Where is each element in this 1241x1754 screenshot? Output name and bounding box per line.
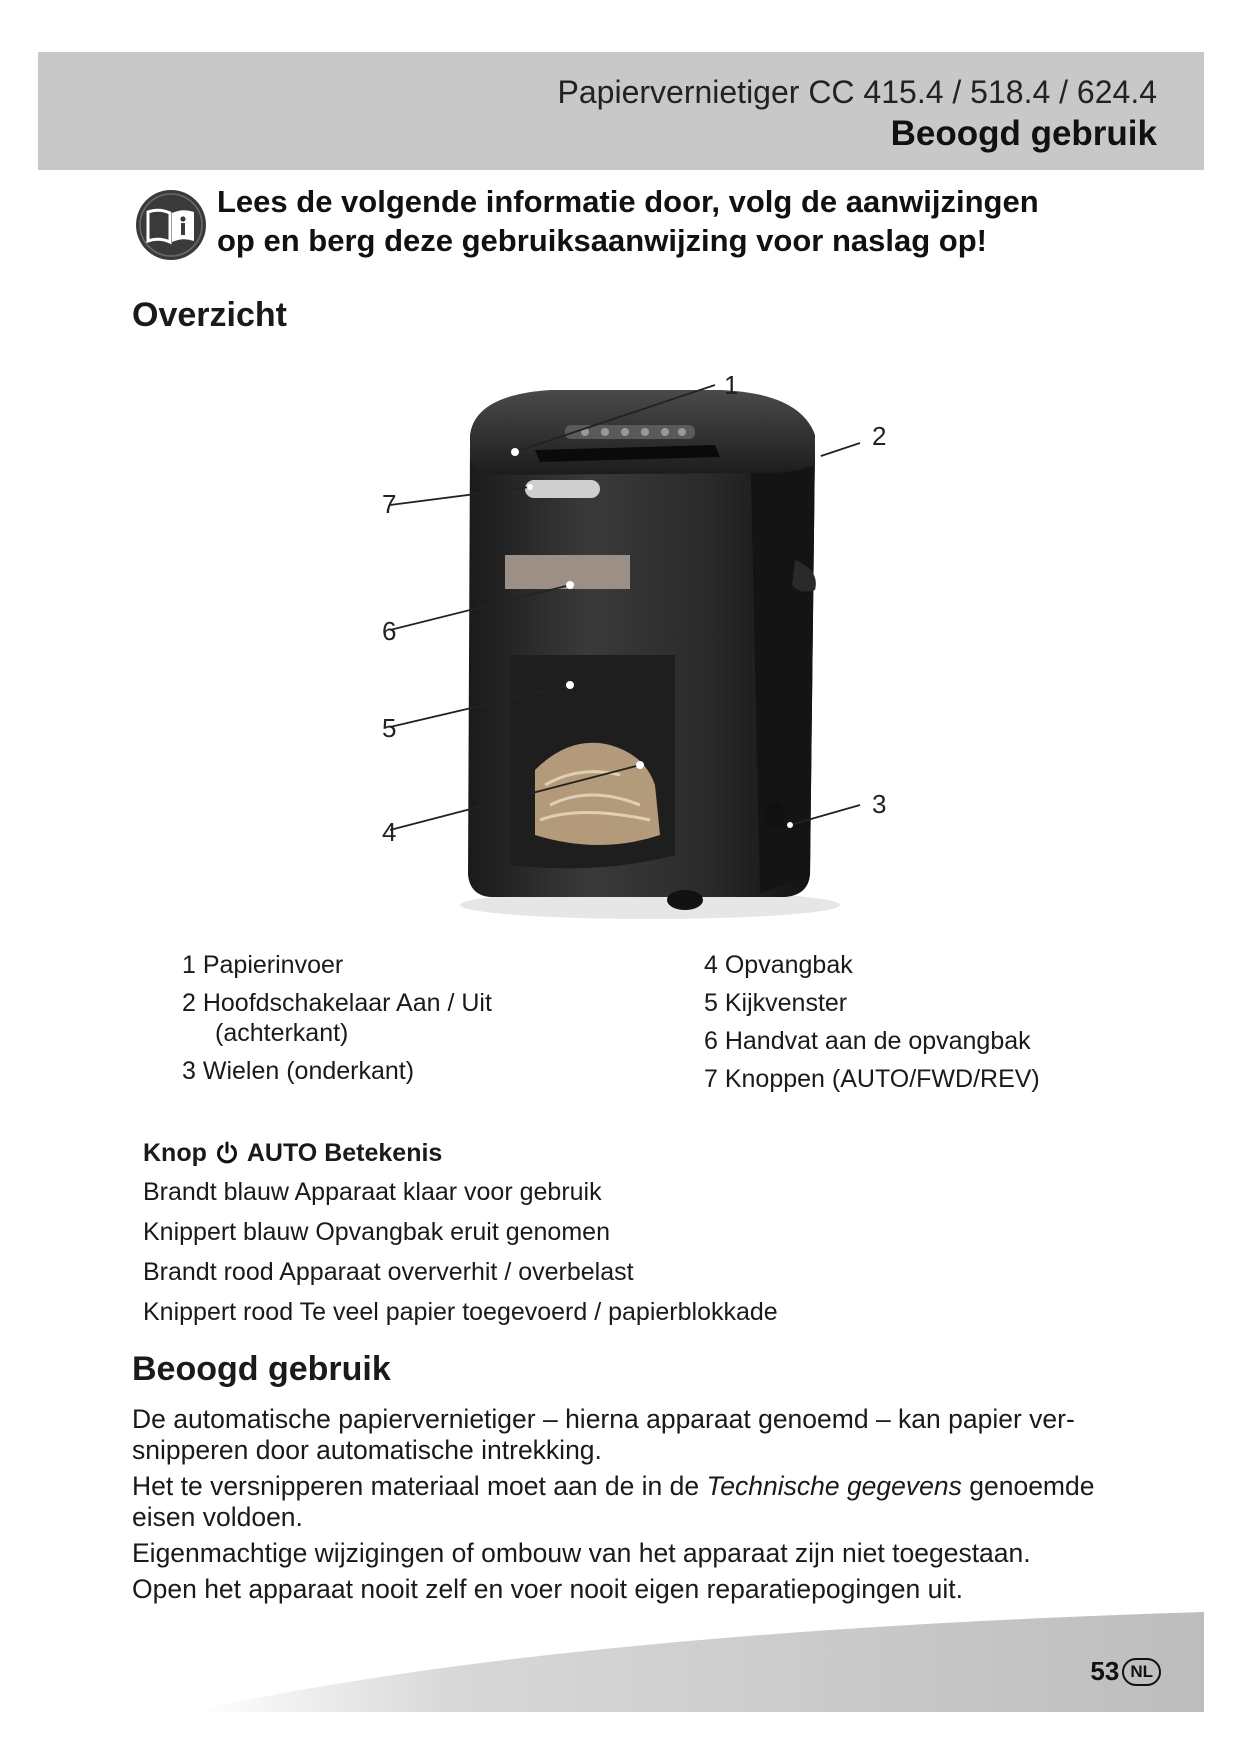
button-meaning-table	[143, 1134, 778, 1332]
table-row: Brandt rood Apparaat oververhit / overbelast	[143, 1258, 634, 1286]
footer-swoosh	[38, 1612, 1204, 1712]
paragraph-text: genoemde eisen voldoen.	[132, 1471, 1095, 1532]
legend-item: 3 Wielen (onderkant)	[182, 1057, 415, 1085]
legend-item: 7 Knoppen (AUTO/FWD/REV)	[704, 1065, 1040, 1093]
callout-1: 1	[724, 370, 739, 400]
info-book-icon	[134, 188, 208, 262]
notice-line-2: op en berg deze gebruiksaanwijzing voor naslag op!	[217, 223, 987, 258]
callout-7: 7	[382, 489, 397, 519]
notice-line-1: Lees de volgende informatie door, volg de aanwijzingen	[217, 184, 1039, 219]
paragraph-text: Het te versnipperen materiaal moet aan de in de	[132, 1471, 707, 1501]
legend-item: 1 Papierinvoer	[182, 951, 344, 979]
notice-text	[217, 182, 1039, 260]
shredder-illustration	[370, 365, 910, 925]
legend-item: 4 Opvangbak	[704, 951, 853, 979]
legend-item: 6 Handvat aan de opvangbak	[704, 1027, 1031, 1055]
intended-use-body	[132, 1404, 1142, 1610]
callout-4: 4	[382, 817, 397, 847]
paragraph: Eigenmachtige wijzigingen of ombouw van het apparaat zijn niet toegestaan.	[132, 1538, 1031, 1568]
technical-data-reference: Technische gegevens	[706, 1471, 962, 1501]
legend-item-continuation: (achterkant)	[215, 1019, 349, 1047]
header-knop: Knop	[143, 1138, 207, 1167]
power-icon	[215, 1141, 239, 1165]
language-badge: NL	[1122, 1658, 1161, 1686]
table-row: Brandt blauw Apparaat klaar voor gebruik	[143, 1178, 602, 1206]
legend-left	[182, 950, 492, 1094]
legend-right	[704, 950, 1040, 1102]
header-model: Papiervernietiger CC 415.4 / 518.4 / 624.4	[557, 74, 1157, 110]
page-number	[1090, 1656, 1161, 1687]
legend-item: 2 Hoofdschakelaar Aan / Uit	[182, 989, 492, 1017]
page-number-value: 53	[1090, 1656, 1120, 1686]
table-row: Knippert rood Te veel papier toegevoerd / papierblokkade	[143, 1298, 778, 1326]
callout-3: 3	[872, 789, 887, 819]
header-section-title: Beoogd gebruik	[890, 114, 1157, 153]
table-row: Knippert blauw Opvangbak eruit genomen	[143, 1218, 610, 1246]
callout-6: 6	[382, 616, 397, 646]
paragraph: De automatische papiervernietiger – hierna apparaat genoemd – kan papier ver-snipperen door automatische intrekking.	[132, 1404, 1075, 1465]
callout-5: 5	[382, 713, 397, 743]
paragraph	[132, 1471, 1142, 1533]
table-header	[143, 1134, 778, 1172]
overview-heading: Overzicht	[132, 296, 287, 334]
intended-use-heading: Beoogd gebruik	[132, 1350, 391, 1388]
header-auto-meaning: AUTO Betekenis	[246, 1138, 443, 1167]
read-instructions-notice	[134, 182, 1134, 262]
paragraph: Open het apparaat nooit zelf en voer nooit eigen reparatiepogingen uit.	[132, 1574, 963, 1604]
legend-item: 5 Kijkvenster	[704, 989, 848, 1017]
callout-2: 2	[872, 421, 887, 451]
